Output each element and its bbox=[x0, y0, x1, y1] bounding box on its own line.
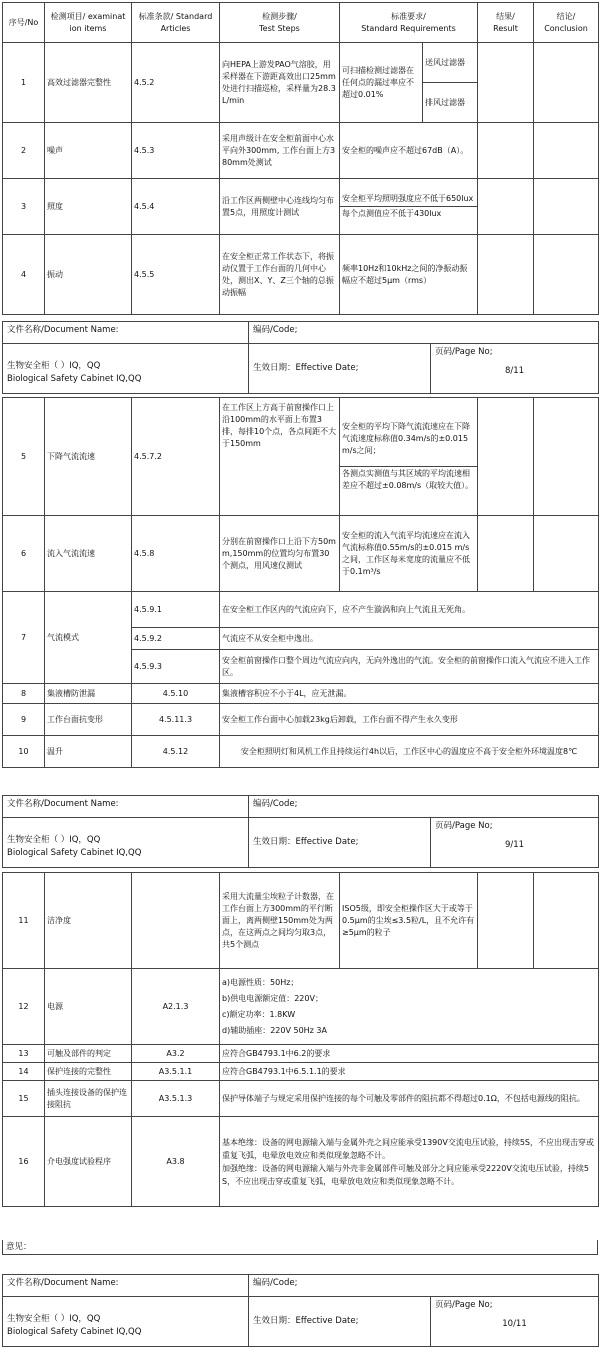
conclusion-cell[interactable] bbox=[534, 516, 599, 592]
header-no: 序号/No bbox=[3, 3, 45, 43]
table-row: 6 流入气流流速 4.5.8 分别在前窗操作口上沿下方50mm,150mm的位置均匀布置30个测点，用风速仪测试 安全柜的流入气流平均流速应在流入气流标称值0.55m/s的±0.015 m/s之间，工作区每米宽度的流量应不低于0.1m³/s bbox=[3, 516, 599, 592]
test-table-2 bbox=[2, 397, 599, 768]
result-cell[interactable] bbox=[478, 235, 534, 315]
table-row: 11 洁净度 采用大流量尘埃粒子计数器，在工作台面上方300mm的平行断面上，离两侧壁150mm处为两点，在这两点之间均匀取3点，共5个测点 ISO5级，即安全柜操作区大于或等于0.5μm的尘埃≤3.5粒/L，且不允许有≥5μm的粒子 bbox=[3, 873, 599, 969]
header-steps: 检测步骤/ Test Steps bbox=[220, 3, 340, 43]
doc-name-label: 文件名称/Document Name: bbox=[3, 322, 249, 344]
page-label: 页码/Page No; bbox=[435, 1300, 493, 1310]
page-number: 8/11 bbox=[504, 366, 525, 376]
conclusion-cell[interactable] bbox=[534, 398, 599, 516]
header-item: 检测项目/ examinat ion items bbox=[45, 3, 132, 43]
doc-name-cn: 生物安全柜（ ）IQ，QQ bbox=[7, 361, 101, 371]
page-label: 页码/Page No; bbox=[435, 347, 493, 357]
conclusion-cell[interactable] bbox=[534, 235, 599, 315]
effective-date: 生效日期：Effective Date; bbox=[249, 344, 431, 394]
doc-name-label: 文件名称/Document Name: bbox=[3, 1275, 249, 1297]
result-cell[interactable] bbox=[478, 873, 534, 969]
table-row: 3 照度 4.5.4 沿工作区两侧壁中心连线均匀布置5点，用照度计测试 安全柜平均照明强度应不低于650lux 每个点测值应不低于430lux bbox=[3, 179, 599, 235]
table-header-row bbox=[3, 3, 599, 43]
table-row: 7 气流模式 4.5.9.1 在安全柜工作区内的气流应向下，应不产生漩涡和向上气流且无死角。 bbox=[3, 592, 599, 628]
remarks-label: 意见： bbox=[6, 1242, 32, 1252]
table-row: 4 振动 4.5.5 在安全柜正常工作状态下，将振动仪置于工作台面的几何中心处，测出X、Y、Z三个轴的总振动振幅 频率10Hz和10kHz之间的净振动振幅应不超过5μm（rms） bbox=[3, 235, 599, 315]
table-row: 5 下降气流流速 4.5.7.2 在工作区上方高于前窗操作口上沿100mm的水平面上布置3排，每排10个点，各点间距不大于150mm 安全柜的平均下降气流流速应在下降气流速度标称值0.34m/s的±0.015 m/s之间； 各测点实测值与其区域的平均流速相差应不超过±0.08m/s（取较大值）。 bbox=[3, 398, 599, 516]
document-header-8 bbox=[2, 321, 599, 394]
effective-date: 生效日期：Effective Date; bbox=[249, 1297, 431, 1347]
table-row: 1 高效过滤器完整性 4.5.2 向HEPA上游发PAO气溶胶，用采样器在下游距高效出口25mm处进行扫描巡检，采样量为28.3L/min 可扫描检测过滤器在任何点的漏过率应不超过0.01% 送风过滤器 排风过滤器 bbox=[3, 43, 599, 123]
conclusion-cell[interactable] bbox=[534, 873, 599, 969]
doc-name-en: Biological Safety Cabinet IQ,QQ bbox=[7, 374, 142, 384]
code-label: 编码/Code; bbox=[249, 1275, 599, 1297]
conclusion-cell[interactable] bbox=[534, 43, 599, 123]
result-cell[interactable] bbox=[478, 123, 534, 179]
result-cell[interactable] bbox=[478, 516, 534, 592]
table-row: 13 可触及部件的判定 A3.2 应符合GB4793.1中6.2的要求 bbox=[3, 1045, 599, 1063]
doc-name-en: Biological Safety Cabinet IQ,QQ bbox=[7, 848, 142, 858]
code-label: 编码/Code; bbox=[249, 796, 599, 818]
table-row: 8 集液槽防泄漏 4.5.10 集液槽容积应不小于4L，应无泄漏。 bbox=[3, 684, 599, 704]
remarks-row[interactable] bbox=[2, 1240, 598, 1255]
doc-name-en: Biological Safety Cabinet IQ,QQ bbox=[7, 1327, 142, 1337]
doc-name-label: 文件名称/Document Name: bbox=[3, 796, 249, 818]
page-number: 9/11 bbox=[504, 840, 525, 850]
header-req: 标准要求/ Standard Requirements bbox=[340, 3, 478, 43]
result-cell[interactable] bbox=[478, 398, 534, 516]
table-row: 10 温升 4.5.12 安全柜照明灯和风机工作且持续运行4h以后，工作区中心的温度应不高于安全柜外环境温度8℃ bbox=[3, 736, 599, 768]
conclusion-cell[interactable] bbox=[534, 179, 599, 235]
table-row: 14 保护连接的完整性 A3.5.1.1 应符合GB4793.1中6.5.1.1的要求 bbox=[3, 1063, 599, 1081]
table-row: 15 插头连接设备的保护连接阻抗 A3.5.1.3 保护导体端子与规定采用保护连接的每个可触及零部件的阻抗都不得超过0.1Ω，不包括电源线的阻抗。 bbox=[3, 1081, 599, 1117]
document-header-10 bbox=[2, 1274, 599, 1347]
document-header-9 bbox=[2, 795, 599, 868]
result-cell[interactable] bbox=[478, 43, 534, 123]
page-number: 10/11 bbox=[502, 1319, 527, 1329]
code-label: 编码/Code; bbox=[249, 322, 599, 344]
doc-name-cn: 生物安全柜（ ）IQ，QQ bbox=[7, 835, 101, 845]
table-row: 4.5.9.2 气流应不从安全柜中逸出。 bbox=[3, 628, 599, 650]
table-row: 12 电源 A2.1.3 a)电源性质：50Hz； b)供电电源额定值：220V； c)额定功率：1.8KW d)辅助插座：220V 50Hz 3A bbox=[3, 969, 599, 1045]
conclusion-cell[interactable] bbox=[534, 123, 599, 179]
test-table-3 bbox=[2, 872, 599, 1207]
doc-name-cn: 生物安全柜（ ）IQ，QQ bbox=[7, 1314, 101, 1324]
effective-date: 生效日期：Effective Date; bbox=[249, 818, 431, 868]
result-cell[interactable] bbox=[478, 179, 534, 235]
table-row: 4.5.9.3 安全柜前窗操作口整个周边气流应向内，无向外逸出的气流。安全柜的前窗操作口流入气流应不进入工作区。 bbox=[3, 650, 599, 684]
table-row: 16 介电强度试验程序 A3.8 基本绝缘：设备的网电源输入端与金属外壳之间应能承受1390V交流电压试验，持续5S，不应出现击穿或重复飞弧，电晕放电效应和类似现象忽略不计。 加强绝缘：设备的网电源输入端与外壳非金属部件可触及部分之间应能承受2220V交流电压试验，持续5S，不应出现击穿或重复飞弧，电晕放电效应和类似现象忽略不计。 bbox=[3, 1117, 599, 1207]
header-std: 标准条款/ Standard Articles bbox=[132, 3, 220, 43]
table-row: 2 噪声 4.5.3 采用声级计在安全柜前面中心水平向外300mm, 工作台面上方380mm处测试 安全柜的噪声应不超过67dB（A）。 bbox=[3, 123, 599, 179]
table-row: 9 工作台面抗变形 4.5.11.3 安全柜工作台面中心加载23kg后卸载，工作台面不得产生永久变形 bbox=[3, 704, 599, 736]
test-table-1 bbox=[2, 2, 599, 315]
header-conclusion: 结论/ Conclusion bbox=[534, 3, 599, 43]
header-result: 结果/ Result bbox=[478, 3, 534, 43]
page-label: 页码/Page No; bbox=[435, 821, 493, 831]
